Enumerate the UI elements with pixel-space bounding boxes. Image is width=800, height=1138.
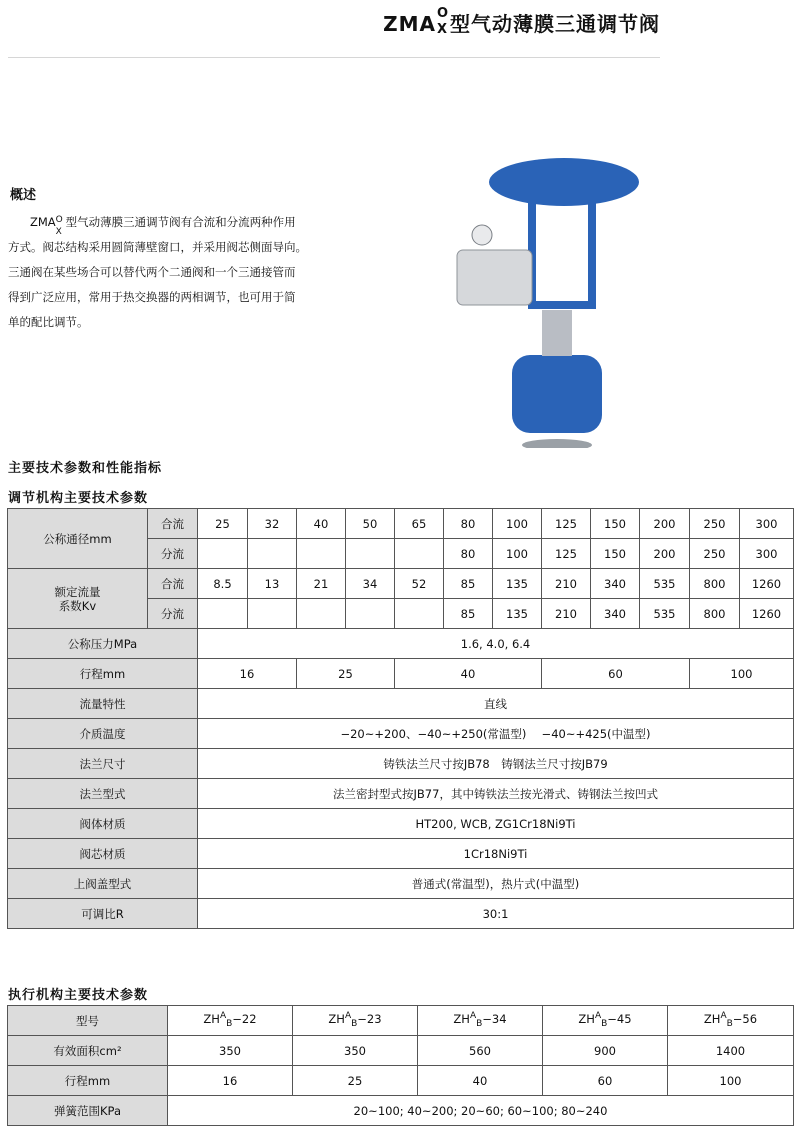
dn-split-cell: 100 (493, 539, 542, 569)
spring-value: 20~100; 40~200; 20~60; 60~100; 80~240 (168, 1096, 794, 1126)
dn-split-cell (395, 539, 444, 569)
dn-merge-cell: 65 (395, 509, 444, 539)
kv-merge-cell: 85 (444, 569, 493, 599)
dn-merge-cell: 300 (740, 509, 794, 539)
kv-merge-cell: 340 (591, 569, 640, 599)
kv-split-cell (395, 599, 444, 629)
kv-merge-cell: 34 (346, 569, 395, 599)
dn-split-cell: 125 (542, 539, 591, 569)
dn-split-cell: 250 (690, 539, 740, 569)
stroke-value: 60 (542, 659, 690, 689)
dn-merge-cell: 150 (591, 509, 640, 539)
stroke-label: 行程mm (8, 659, 198, 689)
dn-merge-cell: 125 (542, 509, 591, 539)
dn-split-cell (198, 539, 248, 569)
flange-size-value: 铸铁法兰尺寸按JB78 铸钢法兰尺寸按JB79 (198, 749, 794, 779)
kv-split-cell: 1260 (740, 599, 794, 629)
area-cell: 1400 (668, 1036, 794, 1066)
dn-merge-cell: 25 (198, 509, 248, 539)
overview-line: 得到广泛应用，常用于热交换器的两相调节，也可用于简 (8, 290, 296, 304)
flange-size-label: 法兰尺寸 (8, 749, 198, 779)
model-cell: $ZH^A_B-56$ (668, 1006, 794, 1036)
model-cell: $ZH^A_B-45$ (543, 1006, 668, 1036)
stroke-value: 100 (690, 659, 794, 689)
split-label: 分流 (148, 599, 198, 629)
area-cell: 900 (543, 1036, 668, 1066)
dn-split-cell (346, 539, 395, 569)
main-params-heading: 主要技术参数和性能指标 (8, 461, 163, 476)
merge-label: 合流 (148, 569, 198, 599)
dn-merge-cell: 250 (690, 509, 740, 539)
dn-merge-cell: 50 (346, 509, 395, 539)
flow-char-label: 流量特性 (8, 689, 198, 719)
spring-label: 弹簧范围KPa (8, 1096, 168, 1126)
dn-merge-cell: 40 (297, 509, 346, 539)
kv-split-cell: 210 (542, 599, 591, 629)
overview-heading: 概述 (10, 188, 37, 203)
title-divider (8, 57, 660, 58)
model-cell: $ZH^A_B-23$ (293, 1006, 418, 1036)
dn-label: 公称通径mm (8, 509, 148, 569)
temp-value: −20~+200、−40~+250(常温型) −40~+425(中温型) (198, 719, 794, 749)
act-stroke-cell: 60 (543, 1066, 668, 1096)
overview-line: 三通阀在某些场合可以替代两个二通阀和一个三通接管而 (8, 265, 296, 279)
kv-merge-cell: 135 (493, 569, 542, 599)
kv-merge-cell: 52 (395, 569, 444, 599)
area-cell: 350 (293, 1036, 418, 1066)
kv-label: 额定流量 系数Kv (8, 569, 148, 629)
overview-line: 方式。阀芯结构采用圆筒薄壁窗口，并采用阀芯侧面导向。 (8, 240, 307, 254)
dn-merge-cell: 32 (248, 509, 297, 539)
regulator-heading: 调节机构主要技术参数 (8, 491, 149, 506)
kv-split-cell: 340 (591, 599, 640, 629)
body-material-value: HT200, WCB, ZG1Cr18Ni9Ti (198, 809, 794, 839)
core-material-value: 1Cr18Ni9Ti (198, 839, 794, 869)
flow-char-value: 直线 (198, 689, 794, 719)
dn-split-cell (248, 539, 297, 569)
dn-merge-cell: 80 (444, 509, 493, 539)
kv-merge-cell: 535 (640, 569, 690, 599)
ratio-label: 可调比R (8, 899, 198, 929)
overview-line: 单的配比调节。 (8, 315, 89, 329)
overview-text (8, 210, 343, 335)
kv-merge-cell: 13 (248, 569, 297, 599)
merge-label: 合流 (148, 509, 198, 539)
kv-split-cell (248, 599, 297, 629)
kv-split-cell: 135 (493, 599, 542, 629)
bonnet-value: 普通式(常温型)，热片式(中温型) (198, 869, 794, 899)
model-cell: $ZH^A_B-34$ (418, 1006, 543, 1036)
actuator-table (7, 1005, 794, 1126)
bonnet-label: 上阀盖型式 (8, 869, 198, 899)
model-label: 型号 (8, 1006, 168, 1036)
kv-merge-cell: 21 (297, 569, 346, 599)
ratio-value: 30:1 (198, 899, 794, 929)
dn-split-cell: 80 (444, 539, 493, 569)
valve-illustration (452, 150, 667, 448)
core-material-label: 阀芯材质 (8, 839, 198, 869)
stroke-value: 25 (297, 659, 395, 689)
dn-split-cell: 150 (591, 539, 640, 569)
kv-merge-cell: 800 (690, 569, 740, 599)
dn-split-cell: 300 (740, 539, 794, 569)
flange-type-value: 法兰密封型式按JB77，其中铸铁法兰按光滑式、铸钢法兰按凹式 (198, 779, 794, 809)
body-material-label: 阀体材质 (8, 809, 198, 839)
act-stroke-cell: 25 (293, 1066, 418, 1096)
kv-split-cell: 800 (690, 599, 740, 629)
pressure-label: 公称压力MPa (8, 629, 198, 659)
dn-split-cell (297, 539, 346, 569)
page-title: ZMA O X 型气动薄膜三通调节阀 (383, 5, 660, 37)
dn-merge-cell: 200 (640, 509, 690, 539)
pressure-value: 1.6, 4.0, 6.4 (198, 629, 794, 659)
stroke-value: 40 (395, 659, 542, 689)
regulator-table (7, 508, 794, 929)
area-cell: 560 (418, 1036, 543, 1066)
area-label: 有效面积cm² (8, 1036, 168, 1066)
act-stroke-cell: 16 (168, 1066, 293, 1096)
overview-line-1: ZMA O X 型气动薄膜三通调节阀有合流和分流两种作用 (30, 214, 296, 237)
dn-split-cell: 200 (640, 539, 690, 569)
kv-merge-cell: 8.5 (198, 569, 248, 599)
flange-type-label: 法兰型式 (8, 779, 198, 809)
stroke-value: 16 (198, 659, 297, 689)
kv-split-cell (198, 599, 248, 629)
kv-split-cell (346, 599, 395, 629)
act-stroke-cell: 40 (418, 1066, 543, 1096)
kv-split-cell: 85 (444, 599, 493, 629)
kv-split-cell: 535 (640, 599, 690, 629)
area-cell: 350 (168, 1036, 293, 1066)
temp-label: 介质温度 (8, 719, 198, 749)
kv-merge-cell: 210 (542, 569, 591, 599)
split-label: 分流 (148, 539, 198, 569)
model-cell: $ZH^A_B-22$ (168, 1006, 293, 1036)
actuator-heading: 执行机构主要技术参数 (8, 988, 149, 1003)
act-stroke-cell: 100 (668, 1066, 794, 1096)
kv-split-cell (297, 599, 346, 629)
dn-merge-cell: 100 (493, 509, 542, 539)
act-stroke-label: 行程mm (8, 1066, 168, 1096)
kv-merge-cell: 1260 (740, 569, 794, 599)
